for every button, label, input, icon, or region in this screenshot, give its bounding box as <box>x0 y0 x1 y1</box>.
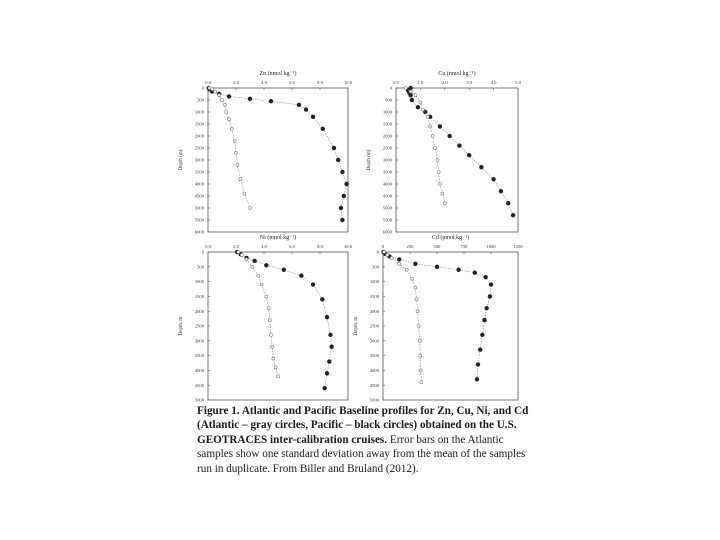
cd-y-tick-label: 1000 <box>369 279 379 285</box>
ni-atlantic-point <box>274 366 277 369</box>
cd-y-tick-label: 4000 <box>369 368 379 373</box>
cu-axis-title: Cu (nmol kg⁻¹) <box>438 71 476 77</box>
zn-y-tick-label: 1500 <box>194 121 204 127</box>
cd-atlantic-point <box>418 339 421 342</box>
cu-y-tick-label: 2000 <box>382 133 392 139</box>
ni-x-tick-label: 2.0 <box>233 244 239 249</box>
cd-atlantic-point <box>414 286 417 289</box>
ni-atlantic-point <box>270 333 273 336</box>
cu-atlantic-point <box>441 192 444 195</box>
cu-y-tick-label: 3500 <box>382 169 392 175</box>
zn-x-tick-label: 10.0 <box>343 80 353 85</box>
zn-y-tick-label: 5000 <box>194 205 204 211</box>
ni-pacific-point <box>325 371 329 375</box>
ni-pacific-point <box>264 263 268 267</box>
cd-pacific-point <box>414 262 418 266</box>
cu-y-tick-label: 4000 <box>382 181 392 187</box>
zn-atlantic-point <box>243 192 246 195</box>
cd-y-tick-label: 500 <box>372 264 379 270</box>
cu-atlantic-point <box>434 147 437 150</box>
ni-pacific-point <box>329 333 333 337</box>
ni-atlantic-point <box>257 274 260 277</box>
zn-y-tick-label: 6000 <box>194 229 204 235</box>
ni-x-tick-label: 0.0 <box>205 244 211 249</box>
zn-pacific-point <box>339 206 343 210</box>
zn-y-tick-label: 3000 <box>194 157 204 163</box>
zn-x-tick-label: 0.0 <box>205 80 211 85</box>
zn-x-tick-label: 2.0 <box>233 80 239 85</box>
zn-y-tick-label: 1000 <box>194 109 204 115</box>
cd-y-tick-label: 3500 <box>369 353 379 359</box>
ni-atlantic-point <box>237 251 240 254</box>
cd-atlantic-point <box>398 262 401 265</box>
cu-y-tick-label: 1000 <box>382 109 392 115</box>
cu-pacific-point <box>409 93 413 97</box>
zn-pacific-point <box>332 146 336 150</box>
zn-y-tick-label: 0 <box>201 85 204 91</box>
figure-caption <box>197 404 537 476</box>
cu-y-axis-label: Depth (m) <box>367 149 372 171</box>
cd-plot-frame <box>383 252 518 400</box>
cu-x-tick-label: 2.0 <box>441 80 448 85</box>
ni-pacific-point <box>323 386 327 390</box>
cu-atlantic-point <box>404 87 407 90</box>
ni-y-tick-label: 4000 <box>194 368 204 373</box>
zn-pacific-point <box>341 218 345 222</box>
zn-axis-title: Zn (nmol kg⁻¹) <box>259 71 297 77</box>
cu-atlantic-point <box>409 90 412 93</box>
ni-atlantic-point <box>267 307 270 310</box>
cu-y-tick-label: 6000 <box>382 229 392 235</box>
cd-atlantic-point <box>420 381 423 384</box>
cd-pacific-point <box>397 258 401 262</box>
zn-pacific-point <box>341 170 345 174</box>
ni-pacific-point <box>327 360 331 364</box>
cu-atlantic-point <box>426 115 429 118</box>
cu-x-tick-label: 0.0 <box>393 80 399 85</box>
ni-y-tick-label: 3000 <box>194 338 204 344</box>
caption-lead: Figure 1. Atlantic and Pacific Baseline profiles for Zn, Cu, Ni, and Cd (Atlantic – gray circles, Pacific – black circles) obtained on the U.S. GEOTRACES inter-calibration cruises. <box>197 405 529 446</box>
ni-y-tick-label: 5000 <box>194 397 204 403</box>
cu-pacific-point <box>448 134 452 138</box>
cu-y-tick-label: 500 <box>385 97 392 103</box>
cd-pacific-point <box>483 318 487 322</box>
ni-y-tick-label: 3500 <box>194 353 204 359</box>
ni-pacific-point <box>282 268 286 272</box>
ni-pacific-point <box>311 283 315 287</box>
zn-atlantic-point <box>236 163 239 166</box>
zn-atlantic-point <box>235 151 238 154</box>
zn-atlantic-point <box>218 94 221 97</box>
ni-pacific-point <box>253 259 257 263</box>
cu-plot-frame <box>396 88 518 232</box>
cu-y-tick-label: 5500 <box>382 217 392 223</box>
ni-atlantic-point <box>251 265 254 268</box>
zn-atlantic-point <box>228 118 231 121</box>
cd-pacific-point <box>484 275 488 279</box>
cd-pacific-point <box>485 306 489 310</box>
cu-y-tick-label: 5000 <box>382 205 392 211</box>
cd-pacific-point <box>457 268 461 272</box>
cu-x-tick-label: 3.0 <box>466 80 473 85</box>
ni-atlantic-point <box>260 283 263 286</box>
cu-x-tick-label: 5.0 <box>515 80 521 85</box>
ni-y-tick-label: 1500 <box>194 294 204 299</box>
zn-pacific-point <box>342 194 346 198</box>
cd-y-axis-label: Depth, m <box>354 316 359 336</box>
zn-pacific-point <box>248 97 252 101</box>
zn-y-tick-label: 4000 <box>194 181 204 187</box>
cu-pacific-point <box>410 98 414 102</box>
cd-y-tick-label: 2500 <box>369 323 379 329</box>
cd-atlantic-point <box>405 268 408 271</box>
ni-y-tick-label: 1000 <box>194 279 204 285</box>
cd-pacific-point <box>478 348 482 352</box>
zn-atlantic-point <box>214 90 217 93</box>
cd-pacific-point <box>489 283 493 287</box>
cu-y-tick-label: 4500 <box>382 193 392 199</box>
zn-y-axis-label: Depth (m) <box>179 149 184 171</box>
cd-atlantic-point <box>383 251 386 254</box>
cd-y-tick-label: 5000 <box>369 397 379 403</box>
cd-x-tick-label: 1000 <box>486 244 496 249</box>
zn-y-tick-label: 2500 <box>194 145 204 151</box>
cd-atlantic-point <box>415 298 418 301</box>
zn-pacific-point <box>297 103 301 107</box>
zn-atlantic-point <box>239 178 242 181</box>
cd-y-tick-label: 2000 <box>369 308 379 314</box>
ni-atlantic-point <box>240 253 243 256</box>
caption-body: Error bars on the Atlantic samples show one standard deviation away from the mean of the samples run in duplicate. From Biller and Bruland (2012). <box>197 433 526 475</box>
zn-pacific-point <box>321 127 325 131</box>
cu-x-tick-label: 4.0 <box>490 80 497 85</box>
cd-pacific-point <box>435 265 439 269</box>
ni-x-tick-label: 8.0 <box>317 244 323 249</box>
cu-y-tick-label: 0 <box>389 85 392 91</box>
ni-x-tick-label: 4.0 <box>261 244 267 249</box>
zn-x-tick-label: 6.0 <box>289 80 295 85</box>
cd-atlantic-point <box>416 310 419 313</box>
zn-plot-frame <box>208 88 348 232</box>
cd-atlantic-point <box>411 277 414 280</box>
cd-pacific-point <box>488 295 492 299</box>
cd-y-tick-label: 1500 <box>369 294 379 299</box>
ni-y-tick-label: 4500 <box>194 382 204 388</box>
cd-atlantic-point <box>390 256 393 259</box>
cu-atlantic-point <box>436 159 439 162</box>
cd-atlantic-point <box>419 369 422 372</box>
ni-pacific-point <box>299 274 303 278</box>
cd-x-tick-label: 750 <box>460 244 468 249</box>
zn-pacific-point <box>304 108 308 112</box>
zn-y-tick-label: 5500 <box>194 217 204 223</box>
cu-atlantic-point <box>437 171 440 174</box>
ni-y-tick-label: 2500 <box>194 323 204 329</box>
ni-atlantic-point <box>265 295 268 298</box>
ni-pacific-point <box>325 315 329 319</box>
ni-atlantic-point <box>271 345 274 348</box>
ni-y-axis-label: Depth, m <box>179 316 184 336</box>
ni-pacific-point <box>320 297 324 301</box>
cd-x-tick-label: 1250 <box>513 244 523 249</box>
cu-pacific-point <box>480 165 484 169</box>
zn-atlantic-point <box>221 99 224 102</box>
zn-x-tick-label: 8.0 <box>317 80 323 85</box>
zn-atlantic-point <box>223 103 226 106</box>
cu-atlantic-point <box>438 183 441 186</box>
cu-pacific-point <box>458 144 462 148</box>
cu-atlantic-point <box>419 101 422 104</box>
zn-y-tick-label: 3500 <box>194 169 204 175</box>
cd-x-tick-label: 0 <box>381 244 385 249</box>
zn-atlantic-point <box>233 139 236 142</box>
cu-pacific-point <box>499 189 503 193</box>
ni-atlantic-point <box>277 375 280 378</box>
zn-x-tick-label: 4.0 <box>261 80 267 85</box>
zn-atlantic-point <box>211 88 214 91</box>
cd-pacific-point <box>473 271 477 275</box>
ni-atlantic-point <box>245 258 248 261</box>
zn-pacific-point <box>336 158 340 162</box>
cu-atlantic-point <box>421 108 424 111</box>
ni-y-tick-label: 500 <box>197 264 204 270</box>
zn-pacific-point <box>345 182 349 186</box>
cu-y-tick-label: 2500 <box>382 145 392 151</box>
ni-y-tick-label: 2000 <box>194 308 204 314</box>
cu-pacific-point <box>511 213 515 217</box>
ni-axis-title: Ni (nmol kg⁻¹) <box>259 235 297 241</box>
zn-pacific-point <box>269 99 273 103</box>
cd-y-tick-label: 0 <box>376 249 379 255</box>
cd-axis-title: Cd (pmol kg⁻¹) <box>431 235 470 241</box>
cd-atlantic-point <box>417 325 420 328</box>
cd-x-tick-label: 500 <box>433 244 441 249</box>
zn-pacific-point <box>311 115 315 119</box>
cu-y-tick-label: 1500 <box>382 121 392 127</box>
cd-pacific-point <box>476 363 480 367</box>
ni-atlantic-point <box>272 357 275 360</box>
cu-pacific-point <box>467 153 471 157</box>
zn-atlantic-point <box>225 111 228 114</box>
cu-x-tick-label: 1.0 <box>417 80 424 85</box>
cd-y-tick-label: 4500 <box>369 382 379 388</box>
cu-pacific-point <box>492 177 496 181</box>
zn-y-tick-label: 500 <box>197 97 204 103</box>
zn-pacific-point <box>227 95 231 99</box>
cd-atlantic-point <box>419 354 422 357</box>
zn-y-tick-label: 4500 <box>194 193 204 199</box>
cd-y-tick-label: 3000 <box>369 338 379 344</box>
cu-y-tick-label: 3000 <box>382 157 392 163</box>
cd-atlantic-point <box>386 253 389 256</box>
zn-y-tick-label: 2000 <box>194 133 204 139</box>
ni-y-tick-label: 0 <box>201 249 204 255</box>
cu-atlantic-point <box>429 125 432 128</box>
cd-x-tick-label: 250 <box>406 244 414 249</box>
ni-x-tick-label: 10.0 <box>343 244 353 249</box>
zn-atlantic-point <box>249 207 252 210</box>
cu-atlantic-point <box>443 202 446 205</box>
cu-atlantic-point <box>414 94 417 97</box>
ni-pacific-point <box>330 345 334 349</box>
ni-x-tick-label: 6.0 <box>289 244 295 249</box>
cu-pacific-point <box>506 201 510 205</box>
cd-pacific-point <box>475 377 479 381</box>
ni-atlantic-point <box>268 319 271 322</box>
zn-atlantic-point <box>230 127 233 130</box>
cu-atlantic-point <box>431 135 434 138</box>
cd-pacific-point <box>480 333 484 337</box>
cu-pacific-point <box>438 125 442 129</box>
cu-pacific-point <box>416 105 420 109</box>
